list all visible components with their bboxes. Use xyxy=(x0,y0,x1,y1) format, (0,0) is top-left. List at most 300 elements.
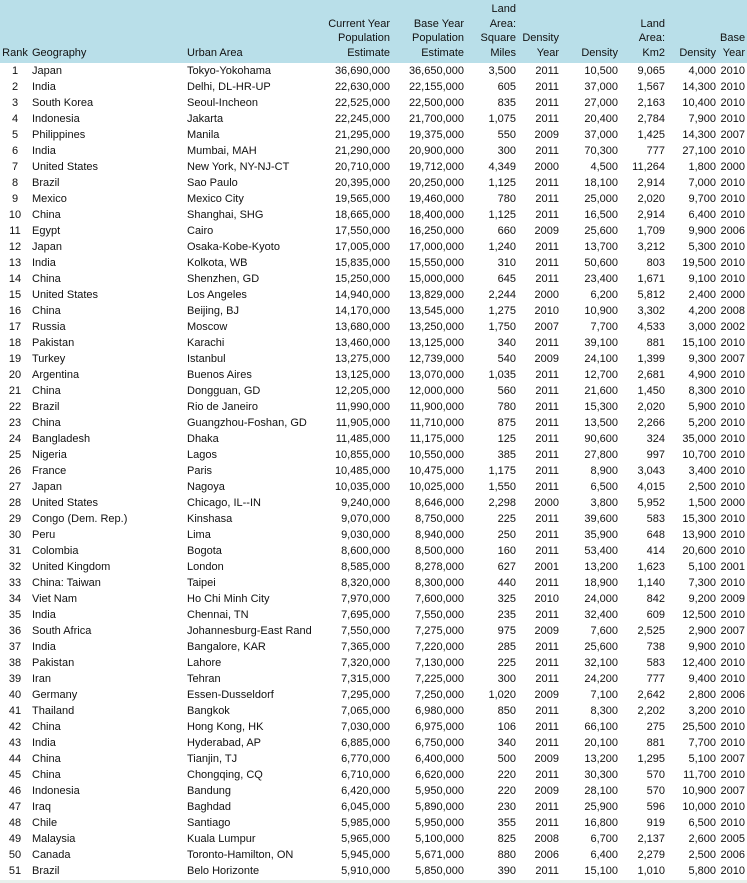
cell-km2: 881 xyxy=(646,337,665,349)
cell-rank: 48 xyxy=(8,817,22,829)
table-row xyxy=(0,111,747,127)
cell-geography: China xyxy=(32,385,61,397)
cell-density-mi: 16,500 xyxy=(584,209,618,221)
cell-sq-miles: 500 xyxy=(497,753,516,765)
cell-km2: 3,212 xyxy=(637,241,665,253)
cell-sq-miles: 220 xyxy=(497,769,516,781)
cell-km2: 324 xyxy=(646,433,665,445)
cell-density-mi: 15,300 xyxy=(584,401,618,413)
table-row xyxy=(0,591,747,607)
cell-density-year: 2011 xyxy=(535,337,559,349)
cell-rank: 38 xyxy=(8,657,22,669)
table-row xyxy=(0,255,747,271)
cell-sq-miles: 1,075 xyxy=(488,113,516,125)
cell-density-year: 2011 xyxy=(535,417,559,429)
cell-density-km: 10,700 xyxy=(682,449,716,461)
cell-sq-miles: 1,125 xyxy=(488,209,516,221)
cell-base-year: 2010 xyxy=(720,433,745,445)
cell-rank: 51 xyxy=(8,865,22,877)
cell-sq-miles: 560 xyxy=(497,385,516,397)
cell-base-pop: 5,100,000 xyxy=(415,833,464,845)
cell-density-year: 2000 xyxy=(534,289,559,301)
table-row xyxy=(0,175,747,191)
cell-sq-miles: 875 xyxy=(497,417,516,429)
cell-density-mi: 6,200 xyxy=(590,289,618,301)
table-row xyxy=(0,159,747,175)
table-row xyxy=(0,527,747,543)
cell-density-mi: 7,100 xyxy=(590,689,618,701)
cell-geography: South Africa xyxy=(32,625,92,637)
table-row xyxy=(0,767,747,783)
cell-density-km: 19,500 xyxy=(682,257,716,269)
cell-base-pop: 5,950,000 xyxy=(415,817,464,829)
cell-density-km: 20,600 xyxy=(682,545,716,557)
cell-base-pop: 8,300,000 xyxy=(415,577,464,589)
cell-density-year: 2009 xyxy=(534,129,559,141)
cell-km2: 9,065 xyxy=(637,65,665,77)
cell-sq-miles: 390 xyxy=(497,865,516,877)
cell-urban-area: Hyderabad, AP xyxy=(187,737,261,749)
cell-base-pop: 6,750,000 xyxy=(415,737,464,749)
cell-density-year: 2000 xyxy=(534,497,559,509)
cell-base-pop: 7,275,000 xyxy=(415,625,464,637)
cell-urban-area: Hong Kong, HK xyxy=(187,721,264,733)
cell-base-pop: 7,550,000 xyxy=(415,609,464,621)
cell-sq-miles: 440 xyxy=(497,577,516,589)
cell-base-year: 2007 xyxy=(720,353,745,365)
cell-km2: 4,533 xyxy=(637,321,665,333)
cell-current-pop: 19,565,000 xyxy=(334,193,390,205)
cell-density-year: 2011 xyxy=(535,449,559,461)
cell-density-mi: 3,800 xyxy=(590,497,618,509)
cell-density-year: 2011 xyxy=(535,721,559,733)
table-row xyxy=(0,79,747,95)
cell-km2: 2,202 xyxy=(637,705,665,717)
cell-current-pop: 7,320,000 xyxy=(341,657,390,669)
cell-geography: Russia xyxy=(32,321,66,333)
cell-geography: Bangladesh xyxy=(32,433,91,445)
cell-base-year: 2010 xyxy=(720,417,745,429)
cell-current-pop: 7,295,000 xyxy=(341,689,390,701)
cell-sq-miles: 550 xyxy=(497,129,516,141)
column-header-density-mi: Density xyxy=(561,0,620,63)
cell-urban-area: Toronto-Hamilton, ON xyxy=(187,849,294,861)
cell-density-year: 2010 xyxy=(534,305,559,317)
cell-density-km: 13,900 xyxy=(682,529,716,541)
cell-urban-area: New York, NY-NJ-CT xyxy=(187,161,290,173)
cell-urban-area: Kuala Lumpur xyxy=(187,833,256,845)
cell-density-mi: 15,100 xyxy=(584,865,618,877)
cell-current-pop: 7,365,000 xyxy=(341,641,390,653)
cell-km2: 1,709 xyxy=(637,225,665,237)
cell-rank: 8 xyxy=(11,177,19,189)
cell-base-pop: 22,155,000 xyxy=(408,81,464,93)
cell-density-km: 8,300 xyxy=(688,385,716,397)
cell-base-year: 2007 xyxy=(720,785,745,797)
cell-urban-area: Bogota xyxy=(187,545,222,557)
cell-rank: 24 xyxy=(8,433,22,445)
cell-urban-area: Essen-Dusseldorf xyxy=(187,689,274,701)
cell-urban-area: Osaka-Kobe-Kyoto xyxy=(187,241,280,253)
cell-base-year: 2010 xyxy=(720,241,745,253)
cell-base-pop: 7,220,000 xyxy=(415,641,464,653)
cell-density-year: 2011 xyxy=(535,513,559,525)
cell-km2: 777 xyxy=(646,673,665,685)
cell-base-pop: 10,025,000 xyxy=(408,481,464,493)
cell-current-pop: 9,240,000 xyxy=(341,497,390,509)
cell-density-km: 25,500 xyxy=(682,721,716,733)
cell-density-mi: 10,500 xyxy=(584,65,618,77)
cell-base-pop: 7,600,000 xyxy=(415,593,464,605)
cell-base-year: 2000 xyxy=(720,161,745,173)
cell-density-km: 15,300 xyxy=(682,513,716,525)
table-row xyxy=(0,383,747,399)
cell-density-km: 2,600 xyxy=(688,833,716,845)
cell-base-pop: 19,375,000 xyxy=(408,129,464,141)
table-row xyxy=(0,399,747,415)
cell-geography: Germany xyxy=(32,689,78,701)
cell-km2: 4,015 xyxy=(637,481,665,493)
table-row xyxy=(0,287,747,303)
cell-current-pop: 8,600,000 xyxy=(341,545,390,557)
cell-density-mi: 28,100 xyxy=(584,785,618,797)
cell-density-year: 2011 xyxy=(535,817,559,829)
cell-density-mi: 20,400 xyxy=(584,113,618,125)
cell-current-pop: 5,945,000 xyxy=(341,849,390,861)
cell-base-year: 2010 xyxy=(720,513,745,525)
cell-rank: 39 xyxy=(8,673,22,685)
cell-base-year: 2010 xyxy=(720,705,745,717)
cell-base-pop: 19,712,000 xyxy=(408,161,464,173)
cell-rank: 22 xyxy=(8,401,22,413)
cell-urban-area: Beijing, BJ xyxy=(187,305,239,317)
cell-base-year: 2010 xyxy=(720,801,745,813)
cell-current-pop: 11,485,000 xyxy=(335,433,390,445)
table-row xyxy=(0,463,747,479)
cell-urban-area: Cairo xyxy=(187,225,214,237)
cell-sq-miles: 850 xyxy=(497,705,516,717)
cell-density-year: 2011 xyxy=(535,641,559,653)
cell-km2: 275 xyxy=(646,721,665,733)
table-row xyxy=(0,831,747,847)
cell-density-mi: 66,100 xyxy=(584,721,618,733)
cell-base-pop: 13,125,000 xyxy=(408,337,464,349)
cell-km2: 842 xyxy=(646,593,665,605)
cell-base-year: 2010 xyxy=(720,609,745,621)
cell-rank: 9 xyxy=(11,193,19,205)
cell-rank: 4 xyxy=(11,113,19,125)
cell-base-year: 2010 xyxy=(720,81,745,93)
cell-urban-area: Johannesburg-East Rand xyxy=(187,625,312,637)
cell-density-mi: 4,500 xyxy=(590,161,618,173)
cell-urban-area: Los Angeles xyxy=(187,289,247,301)
cell-urban-area: Chongqing, CQ xyxy=(187,769,263,781)
cell-rank: 46 xyxy=(8,785,22,797)
cell-geography: Egypt xyxy=(32,225,61,237)
cell-urban-area: Karachi xyxy=(187,337,225,349)
cell-density-mi: 37,000 xyxy=(584,129,618,141)
cell-density-km: 5,800 xyxy=(688,865,716,877)
cell-current-pop: 8,585,000 xyxy=(341,561,390,573)
cell-urban-area: Kinshasa xyxy=(187,513,233,525)
cell-base-pop: 20,250,000 xyxy=(408,177,464,189)
cell-base-pop: 6,980,000 xyxy=(415,705,464,717)
cell-geography: Viet Nam xyxy=(32,593,78,605)
table-row xyxy=(0,223,747,239)
cell-density-km: 10,900 xyxy=(682,785,716,797)
cell-km2: 881 xyxy=(646,737,665,749)
cell-current-pop: 7,030,000 xyxy=(341,721,390,733)
cell-km2: 3,302 xyxy=(637,305,665,317)
cell-sq-miles: 780 xyxy=(497,193,516,205)
cell-sq-miles: 220 xyxy=(497,785,516,797)
cell-geography: Colombia xyxy=(32,545,79,557)
cell-density-year: 2009 xyxy=(534,353,559,365)
cell-geography: Mexico xyxy=(32,193,67,205)
column-header-km2: Land Area: Km2 xyxy=(620,0,667,63)
cell-rank: 15 xyxy=(8,289,22,301)
cell-density-year: 2006 xyxy=(534,849,559,861)
cell-density-km: 10,400 xyxy=(682,97,716,109)
cell-density-year: 2011 xyxy=(535,705,559,717)
cell-density-mi: 18,900 xyxy=(584,577,618,589)
cell-rank: 49 xyxy=(8,833,22,845)
cell-density-km: 14,300 xyxy=(682,129,716,141)
column-header-current-pop: Current Year Population Estimate xyxy=(320,0,392,63)
table-row xyxy=(0,431,747,447)
cell-geography: Japan xyxy=(32,65,62,77)
cell-base-pop: 8,750,000 xyxy=(415,513,464,525)
cell-geography: Canada xyxy=(32,849,71,861)
cell-km2: 1,623 xyxy=(637,561,665,573)
cell-base-pop: 15,550,000 xyxy=(408,257,464,269)
cell-current-pop: 11,905,000 xyxy=(335,417,390,429)
cell-km2: 738 xyxy=(646,641,665,653)
cell-current-pop: 13,460,000 xyxy=(334,337,390,349)
cell-geography: China xyxy=(32,305,61,317)
cell-rank: 7 xyxy=(11,161,19,173)
cell-sq-miles: 605 xyxy=(497,81,516,93)
cell-base-year: 2010 xyxy=(720,337,745,349)
cell-km2: 2,784 xyxy=(637,113,665,125)
table-row xyxy=(0,335,747,351)
table-row xyxy=(0,847,747,863)
cell-sq-miles: 1,750 xyxy=(488,321,516,333)
cell-km2: 2,914 xyxy=(637,177,665,189)
cell-density-year: 2011 xyxy=(535,673,559,685)
cell-geography: Peru xyxy=(32,529,56,541)
cell-km2: 777 xyxy=(646,145,665,157)
cell-urban-area: Dongguan, GD xyxy=(187,385,261,397)
cell-current-pop: 10,855,000 xyxy=(334,449,390,461)
table-row xyxy=(0,63,747,79)
cell-km2: 1,425 xyxy=(637,129,665,141)
cell-base-pop: 7,250,000 xyxy=(415,689,464,701)
cell-km2: 648 xyxy=(646,529,665,541)
cell-density-year: 2011 xyxy=(535,801,559,813)
cell-base-pop: 5,671,000 xyxy=(415,849,464,861)
cell-rank: 23 xyxy=(8,417,22,429)
cell-density-mi: 16,800 xyxy=(584,817,618,829)
cell-geography: China xyxy=(32,753,61,765)
cell-base-year: 2000 xyxy=(720,289,745,301)
cell-geography: France xyxy=(32,465,67,477)
cell-current-pop: 5,965,000 xyxy=(341,833,390,845)
cell-base-year: 2000 xyxy=(720,497,745,509)
cell-density-mi: 6,500 xyxy=(590,481,618,493)
cell-density-year: 2011 xyxy=(535,369,559,381)
cell-urban-area: Bandung xyxy=(187,785,232,797)
cell-km2: 997 xyxy=(646,449,665,461)
cell-density-mi: 23,400 xyxy=(584,273,618,285)
cell-urban-area: Istanbul xyxy=(187,353,226,365)
cell-density-km: 35,000 xyxy=(682,433,716,445)
cell-geography: Iran xyxy=(32,673,51,685)
cell-urban-area: Tehran xyxy=(187,673,221,685)
cell-density-mi: 32,400 xyxy=(584,609,618,621)
cell-km2: 2,137 xyxy=(637,833,665,845)
cell-urban-area: Santiago xyxy=(187,817,231,829)
cell-base-pop: 7,225,000 xyxy=(415,673,464,685)
cell-urban-area: Lima xyxy=(187,529,211,541)
cell-km2: 5,952 xyxy=(637,497,665,509)
cell-current-pop: 22,525,000 xyxy=(334,97,390,109)
cell-geography: Japan xyxy=(32,481,62,493)
cell-base-pop: 8,278,000 xyxy=(415,561,464,573)
cell-sq-miles: 235 xyxy=(497,609,516,621)
cell-sq-miles: 340 xyxy=(497,337,516,349)
cell-urban-area: Seoul-Incheon xyxy=(187,97,258,109)
cell-rank: 35 xyxy=(8,609,22,621)
table-row xyxy=(0,655,747,671)
cell-current-pop: 7,315,000 xyxy=(341,673,390,685)
cell-geography: Brazil xyxy=(32,177,60,189)
cell-density-mi: 6,400 xyxy=(590,849,618,861)
cell-density-km: 27,100 xyxy=(682,145,716,157)
cell-current-pop: 18,665,000 xyxy=(334,209,390,221)
table-row xyxy=(0,271,747,287)
cell-rank: 28 xyxy=(8,497,22,509)
cell-current-pop: 9,070,000 xyxy=(341,513,390,525)
cell-sq-miles: 106 xyxy=(497,721,516,733)
cell-sq-miles: 285 xyxy=(497,641,516,653)
cell-rank: 16 xyxy=(8,305,22,317)
cell-density-year: 2011 xyxy=(535,577,559,589)
cell-current-pop: 17,005,000 xyxy=(334,241,390,253)
cell-geography: India xyxy=(32,641,56,653)
cell-current-pop: 21,290,000 xyxy=(334,145,390,157)
cell-base-year: 2007 xyxy=(720,625,745,637)
cell-rank: 30 xyxy=(8,529,22,541)
column-header-density-km: Density xyxy=(667,0,718,63)
cell-km2: 919 xyxy=(646,817,665,829)
cell-rank: 34 xyxy=(8,593,22,605)
cell-base-pop: 5,890,000 xyxy=(415,801,464,813)
cell-base-pop: 13,070,000 xyxy=(408,369,464,381)
cell-sq-miles: 340 xyxy=(497,737,516,749)
cell-density-km: 9,100 xyxy=(688,273,716,285)
cell-density-year: 2000 xyxy=(534,161,559,173)
cell-km2: 583 xyxy=(646,513,665,525)
cell-density-km: 2,900 xyxy=(688,625,716,637)
cell-urban-area: Bangkok xyxy=(187,705,230,717)
cell-base-pop: 13,545,000 xyxy=(408,305,464,317)
cell-urban-area: Sao Paulo xyxy=(187,177,238,189)
cell-base-pop: 11,710,000 xyxy=(409,417,464,429)
cell-urban-area: Manila xyxy=(187,129,220,141)
cell-base-year: 2010 xyxy=(720,673,745,685)
table-row xyxy=(0,239,747,255)
cell-density-year: 2001 xyxy=(534,561,559,573)
cell-base-pop: 6,975,000 xyxy=(415,721,464,733)
cell-sq-miles: 1,550 xyxy=(488,481,516,493)
cell-density-mi: 50,600 xyxy=(584,257,618,269)
cell-current-pop: 12,205,000 xyxy=(334,385,390,397)
cell-density-year: 2011 xyxy=(535,113,559,125)
cell-density-km: 10,000 xyxy=(682,801,716,813)
table-row xyxy=(0,815,747,831)
cell-base-year: 2001 xyxy=(720,561,745,573)
cell-density-year: 2011 xyxy=(535,465,559,477)
cell-rank: 27 xyxy=(8,481,22,493)
cell-current-pop: 15,250,000 xyxy=(334,273,390,285)
column-header-rank: Rank xyxy=(0,0,30,63)
cell-base-year: 2010 xyxy=(720,209,745,221)
table-row xyxy=(0,735,747,751)
cell-urban-area: Shanghai, SHG xyxy=(187,209,264,221)
cell-rank: 37 xyxy=(8,641,22,653)
cell-rank: 26 xyxy=(8,465,22,477)
cell-base-year: 2010 xyxy=(720,737,745,749)
cell-geography: Thailand xyxy=(32,705,75,717)
cell-geography: Iraq xyxy=(32,801,51,813)
cell-urban-area: Baghdad xyxy=(187,801,232,813)
cell-sq-miles: 1,035 xyxy=(488,369,516,381)
cell-current-pop: 14,170,000 xyxy=(334,305,390,317)
cell-sq-miles: 2,244 xyxy=(488,289,516,301)
table-row xyxy=(0,127,747,143)
cell-current-pop: 21,295,000 xyxy=(334,129,390,141)
cell-base-year: 2010 xyxy=(720,401,745,413)
cell-urban-area: Lahore xyxy=(187,657,222,669)
cell-urban-area: Buenos Aires xyxy=(187,369,252,381)
cell-current-pop: 13,275,000 xyxy=(334,353,390,365)
cell-base-year: 2005 xyxy=(720,833,745,845)
table-row xyxy=(0,447,747,463)
cell-rank: 45 xyxy=(8,769,22,781)
cell-density-year: 2011 xyxy=(535,177,559,189)
column-header-density-year: Density Year xyxy=(518,0,561,63)
cell-rank: 32 xyxy=(8,561,22,573)
cell-current-pop: 36,690,000 xyxy=(334,65,390,77)
cell-km2: 1,010 xyxy=(637,865,665,877)
cell-geography: Congo (Dem. Rep.) xyxy=(32,513,128,525)
cell-km2: 414 xyxy=(646,545,665,557)
cell-density-mi: 27,000 xyxy=(584,97,618,109)
cell-base-pop: 36,650,000 xyxy=(408,65,464,77)
cell-current-pop: 10,485,000 xyxy=(334,465,390,477)
cell-current-pop: 7,695,000 xyxy=(341,609,390,621)
cell-density-year: 2011 xyxy=(535,529,559,541)
cell-geography: Indonesia xyxy=(32,785,80,797)
cell-density-mi: 32,100 xyxy=(584,657,618,669)
cell-base-year: 2010 xyxy=(720,369,745,381)
cell-density-year: 2011 xyxy=(535,769,559,781)
cell-rank: 25 xyxy=(8,449,22,461)
cell-geography: United States xyxy=(32,289,99,301)
cell-base-pop: 10,475,000 xyxy=(408,465,464,477)
cell-density-km: 11,700 xyxy=(683,769,716,781)
